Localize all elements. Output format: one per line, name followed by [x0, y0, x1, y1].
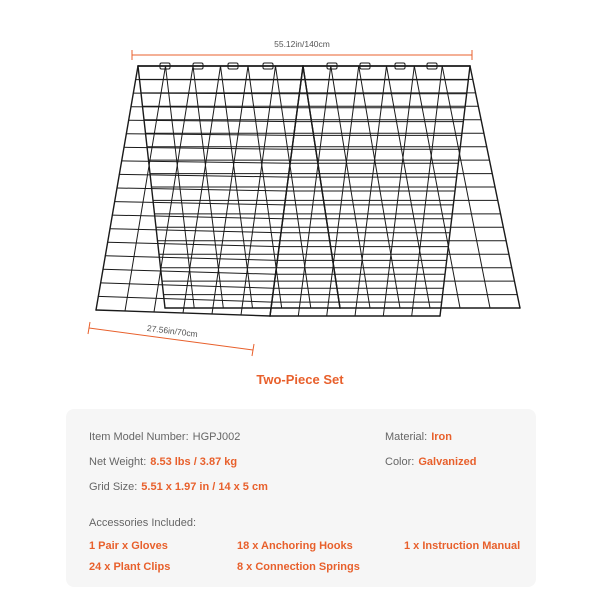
spec-weight	[89, 456, 237, 468]
depth-dimension-label: 27.56in/70cm	[146, 322, 199, 340]
spec-color-label: Color:	[385, 456, 415, 468]
spec-material-value: Iron	[431, 431, 452, 443]
width-dimension-label: 55.12in/140cm	[274, 39, 330, 49]
set-title: Two-Piece Set	[256, 372, 344, 387]
accessories-heading: Accessories Included:	[89, 517, 196, 529]
accessory-item: 1 Pair x Gloves	[89, 540, 168, 552]
accessory-item: 18 x Anchoring Hooks	[237, 540, 353, 552]
spec-model	[89, 431, 240, 443]
spec-weight-value: 8.53 lbs / 3.87 kg	[150, 456, 238, 468]
trellis-panels	[96, 63, 520, 316]
spec-model-value: HGPJ002	[192, 431, 241, 443]
spec-grid-label: Grid Size:	[89, 481, 138, 493]
spec-grid-value: 5.51 x 1.97 in / 14 x 5 cm	[141, 481, 268, 493]
spec-color	[385, 456, 476, 468]
accessory-item: 8 x Connection Springs	[237, 561, 360, 573]
spec-card	[66, 409, 536, 587]
spec-weight-label: Net Weight:	[89, 456, 147, 468]
spec-color-value: Galvanized	[418, 456, 477, 468]
accessory-item: 1 x Instruction Manual	[404, 540, 521, 552]
spec-material	[385, 431, 452, 443]
width-dimension	[132, 50, 472, 60]
accessory-item: 24 x Plant Clips	[89, 561, 171, 573]
spec-model-label: Item Model Number:	[89, 431, 189, 443]
spec-material-label: Material:	[385, 431, 428, 443]
spec-grid	[89, 481, 268, 493]
